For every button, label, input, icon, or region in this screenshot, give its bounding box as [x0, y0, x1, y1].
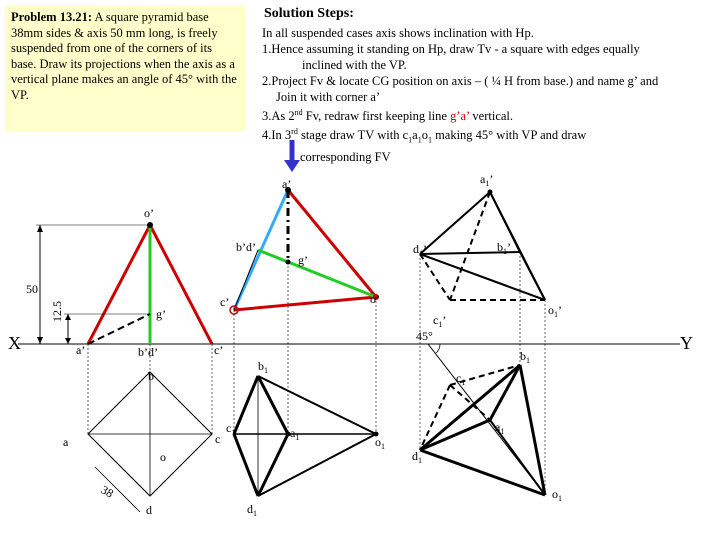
step-4-sub1: 1 — [408, 135, 413, 145]
step-4-mid: stage draw TV with c — [297, 128, 409, 143]
label-fv3-o-main: o — [548, 303, 554, 317]
step-4b: corresponding FV — [300, 149, 391, 164]
label-fv3-d-main: d — [413, 242, 419, 256]
label-fv1-o: o’ — [144, 206, 154, 220]
tv3-b-a — [490, 365, 520, 420]
label-tv3-b — [520, 349, 530, 365]
label-tv3-d-main: d — [412, 449, 418, 463]
label-fv3-a-sub: 1 — [485, 179, 490, 188]
label-fv1-a: a’ — [76, 343, 86, 357]
label-tv2-a-sub: 1 — [295, 433, 300, 442]
label-angle45: 45° — [416, 329, 433, 343]
label-tv3-d-sub: 1 — [418, 456, 422, 465]
label-fv3-c-sub: 1 — [438, 320, 443, 329]
label-tv2-d-main: d — [247, 502, 253, 516]
label-tv3-c-main: c — [456, 371, 462, 385]
label-fv1-bd-top: b’d’ — [236, 240, 256, 254]
label-fv1-g: g’ — [156, 307, 166, 321]
fv3-d-c — [420, 254, 450, 300]
dim125-arrow-top-icon — [65, 314, 71, 320]
label-tv2-d-sub: 1 — [253, 509, 257, 518]
tv2-c-d — [234, 434, 258, 496]
step-4-sup: rd — [291, 127, 298, 137]
label-tv2-o — [375, 435, 385, 451]
fv2-edge-c-o — [234, 297, 376, 310]
step-4-sub2: 1 — [417, 135, 422, 145]
tv3-angle-arc — [436, 344, 440, 353]
step-3-red: g’a’ — [450, 109, 470, 124]
label-fv1-c: c’ — [214, 343, 224, 357]
label-fv3-c-mark: ’ — [442, 313, 447, 327]
label-dim125: 12.5 — [50, 301, 64, 322]
tv3-d-b — [420, 365, 520, 450]
label-tv1-c: c — [215, 432, 221, 446]
fv3-point-a — [488, 190, 493, 195]
step-4-sub3: 1 — [427, 135, 432, 145]
label-tv3-b-sub: 1 — [526, 356, 530, 365]
step-1b: inclined with the VP. — [302, 58, 407, 72]
label-tv1-a: a — [63, 435, 69, 449]
tv2-d-a — [258, 434, 288, 496]
label-tv2-b-sub: 1 — [264, 366, 268, 375]
fv2-edge-c-bd — [234, 250, 258, 310]
label-tv3-a-sub: 1 — [500, 427, 505, 436]
label-tv2-o-main: o — [375, 435, 381, 449]
solution-title: Solution Steps: — [264, 6, 354, 21]
label-tv3-a — [495, 420, 504, 436]
label-dim50: 50 — [26, 282, 38, 296]
label-fv3-d-sub: 1 — [419, 249, 423, 258]
label-fv3-b-sub: 1 — [503, 247, 507, 256]
label-fv3-d-mark: ’ — [423, 242, 427, 256]
tv3-b-o — [520, 365, 545, 495]
label-fv2-c: c’ — [220, 295, 230, 309]
step-4-pre: 4.In 3 — [262, 128, 292, 143]
label-fv3-o-mark: ’ — [558, 303, 562, 317]
label-tv2-c-sub: 1 — [231, 428, 236, 437]
tv2-c-b — [234, 376, 258, 434]
step-1a: 1.Hence assuming it standing on Hp, draw Tv - a square with edges equally — [262, 42, 640, 56]
tv2-d-o — [258, 434, 376, 496]
label-tv1-d: d — [146, 503, 152, 517]
tv3-c-a — [450, 385, 490, 420]
label-tv3-o-main: o — [552, 487, 558, 501]
label-tv2-d — [247, 502, 257, 518]
label-y: Y — [680, 333, 693, 353]
label-fv2-o: o’ — [370, 292, 380, 306]
solution-line-1: In all suspended cases axis shows inclination with Hp. — [262, 26, 534, 40]
step-2b: Join it with corner a’ — [276, 90, 381, 104]
step-4-post: making 45° with VP and draw — [431, 128, 587, 143]
blue-arrow-head-icon — [284, 160, 300, 172]
label-tv3-b-main: b — [520, 349, 526, 363]
dim125-arrow-bottom-icon — [65, 338, 71, 344]
label-tv3-o — [552, 487, 562, 503]
fv1-edge-o-a — [88, 225, 150, 344]
dim-arrow-top-icon — [37, 225, 43, 232]
tv3-d-o — [420, 450, 545, 495]
label-fv3-o — [548, 303, 562, 319]
fv1-edge-o-c — [150, 225, 212, 344]
step-2a: 2.Project Fv & locate CG position on axis – ( ¼ H from base.) and name g’ and — [262, 74, 659, 88]
dim-arrow-bottom-icon — [37, 337, 43, 344]
label-x: X — [8, 333, 21, 353]
tv2-b-o — [258, 376, 376, 434]
fv3-a-c — [450, 192, 490, 300]
label-fv3-o-sub: 1 — [554, 310, 558, 319]
label-tv2-o-sub: 1 — [381, 442, 385, 451]
step-3-sup: nd — [294, 108, 303, 117]
top-view-3 — [420, 344, 545, 495]
step-3-pre: 3.As 2 — [262, 109, 295, 124]
label-fv3-c — [433, 313, 446, 329]
label-tv2-b-main: b — [258, 359, 264, 373]
label-fv3-a-main: a — [480, 172, 486, 186]
label-fv1-bd: b’d’ — [138, 345, 158, 359]
top-view-2 — [234, 262, 379, 496]
problem-heading: Problem 13.21: — [11, 10, 93, 24]
label-fv3-d — [413, 242, 427, 258]
label-fv2-a: a’ — [282, 177, 292, 191]
label-tv1-b: b — [148, 369, 154, 383]
label-fv3-a-mark: ’ — [489, 172, 494, 186]
label-tv2-c-main: c — [226, 421, 232, 435]
label-fv3-c-main: c — [433, 313, 439, 327]
tv2-b-a — [258, 376, 288, 434]
label-tv3-c — [456, 371, 465, 387]
label-fv2-g: g’ — [298, 253, 308, 267]
label-tv1-o: o — [160, 450, 166, 464]
problem-text: A square pyramid base 38mm sides & axis 50 mm long, is freely suspended from one of the corners of its base. Draw its projections when the axis as a vertical plane makes an angle of 45° with the VP. — [11, 10, 237, 102]
label-tv2-a — [290, 426, 299, 442]
step-3-post: vertical. — [469, 109, 514, 124]
step-4-o: o — [421, 128, 428, 143]
fv3-d-o — [420, 254, 545, 300]
label-tv2-b — [258, 359, 268, 375]
front-view-1 — [36, 222, 212, 344]
label-tv3-o-sub: 1 — [558, 494, 562, 503]
front-view-3 — [420, 190, 545, 496]
label-fv3-b-main: b — [497, 240, 503, 254]
label-fv3-a — [480, 172, 493, 188]
label-tv3-a-main: a — [495, 420, 501, 434]
label-tv3-c-sub: 1 — [461, 378, 466, 387]
label-fv3-b-mark: ’ — [507, 240, 511, 254]
step-3-mid: Fv, redraw first keeping line — [302, 109, 451, 124]
label-fv3-b — [497, 240, 511, 256]
step-4-a: a — [412, 128, 418, 143]
tv3-d-a — [420, 420, 490, 450]
label-dim38: 38 — [98, 482, 116, 501]
label-tv2-a-main: a — [290, 426, 296, 440]
